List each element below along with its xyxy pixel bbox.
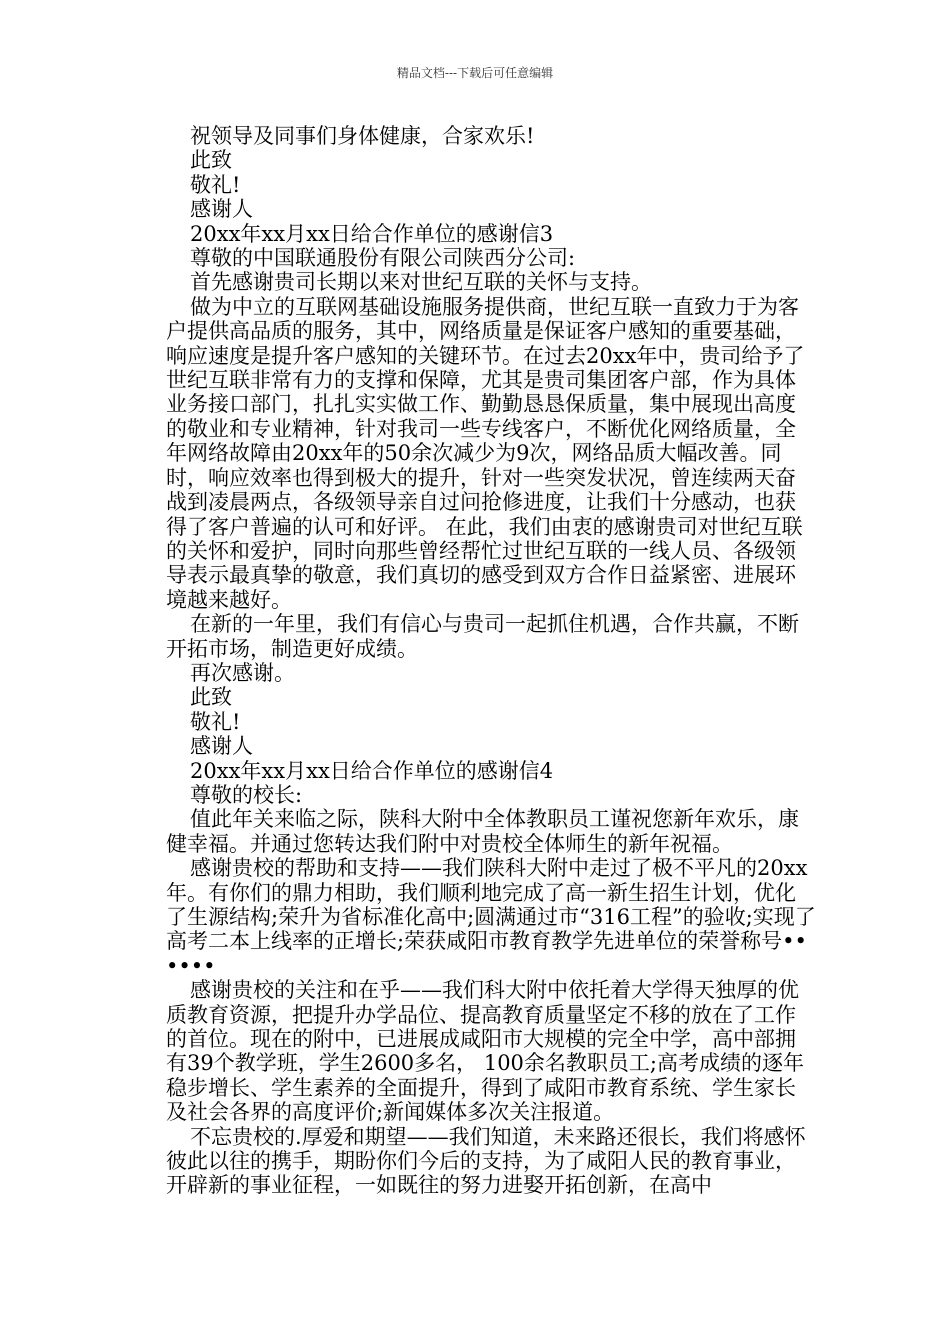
body-paragraph: 在新的一年里，我们有信心与贵司一起抓住机遇，合作共赢，不断开拓市场，制造更好成绩。 <box>166 612 799 661</box>
closing-wish: 祝领导及同事们身体健康，合家欢乐! <box>190 124 535 148</box>
thanks-again: 再次感谢。 <box>190 660 295 685</box>
signature: 感谢人 <box>190 197 253 222</box>
letter-opening: 首先感谢贵司长期以来对世纪互联的关怀与支持。 <box>190 270 652 295</box>
body-paragraph: 值此年关来临之际，陕科大附中全体教职员工谨祝您新年欢乐，康健幸福。并通过您转达我们附中对贵校全体师生的新年祝福。 <box>166 807 799 856</box>
body-paragraph: 感谢贵校的帮助和支持——我们陕科大附中走过了极不平凡的20xx年。有你们的鼎力相助，我们顺利地完成了高一新生招生计划，优化了生源结构;荣升为省标准化高中;圆满通过市“316工程”的验收;实现了高考二本上线率的正增长;荣获咸阳市教育教学先进单位的荣誉称号•••••• <box>166 856 816 978</box>
letter-title: 20xx年xx月xx日给合作单位的感谢信4 <box>190 758 554 783</box>
body-paragraph: 感谢贵校的关注和在乎——我们科大附中依托着大学得天独厚的优质教育资源，把提升办学品位、提高教育质量坚定不移的放在了工作的首位。现在的附中，已进展成咸阳市大规模的完全中学，高中部拥有39个教学班，学生2600多名， 100余名教职员工;高考成绩的逐年稳步增长、学生素养的全面提升，得到了咸阳市教育系统、学生家长及社会各界的高度评价;新闻媒体多次关注报道。 <box>166 978 804 1125</box>
document-body <box>166 124 816 1198</box>
salutation-jingli: 敬礼! <box>190 172 241 197</box>
letter-addressee: 尊敬的中国联通股份有限公司陕西分公司: <box>190 246 576 271</box>
salutation-jingli: 敬礼! <box>190 709 241 734</box>
signature: 感谢人 <box>190 734 253 759</box>
letter-title: 20xx年xx月xx日给合作单位的感谢信3 <box>190 221 554 246</box>
letter-addressee: 尊敬的校长: <box>190 782 303 807</box>
body-paragraph: 不忘贵校的.厚爱和期望——我们知道，未来路还很长，我们将感怀彼此以往的携手，期盼你们今后的支持，为了咸阳人民的教育事业，开辟新的事业征程，一如既往的努力进娶开拓创新，在高中 <box>166 1124 806 1198</box>
salutation-cizhi: 此致 <box>190 148 232 173</box>
body-paragraph: 做为中立的互联网基础设施服务提供商，世纪互联一直致力于为客户提供高品质的服务，其中，网络质量是保证客户感知的重要基础，响应速度是提升客户感知的关键环节。在过去20xx年中，贵司给予了世纪互联非常有力的支撑和保障，尤其是贵司集团客户部，作为具体业务接口部门，扎扎实实做工作、勤勤恳恳保质量，集中展现出高度的敬业和专业精神，针对我司一些专线客户，不断优化网络质量，全年网络故障由20xx年的50余次减少为9次，网络品质大幅改善。同时，响应效率也得到极大的提升，针对一些突发状况，曾连续两天奋战到凌晨两点，各级领导亲自过问抢修进度，让我们十分感动，也获得了客户普遍的认可和好评。 在此，我们由衷的感谢贵司对世纪互联的关怀和爱护，同时向那些曾经帮忙过世纪互联的一线人员、各级领导表示最真挚的敬意，我们真切的感受到双方合作日益紧密、进展环境越来越好。 <box>166 294 805 612</box>
salutation-cizhi: 此致 <box>190 685 232 710</box>
page-header: 精品文档---下载后可任意编辑 <box>396 66 554 80</box>
